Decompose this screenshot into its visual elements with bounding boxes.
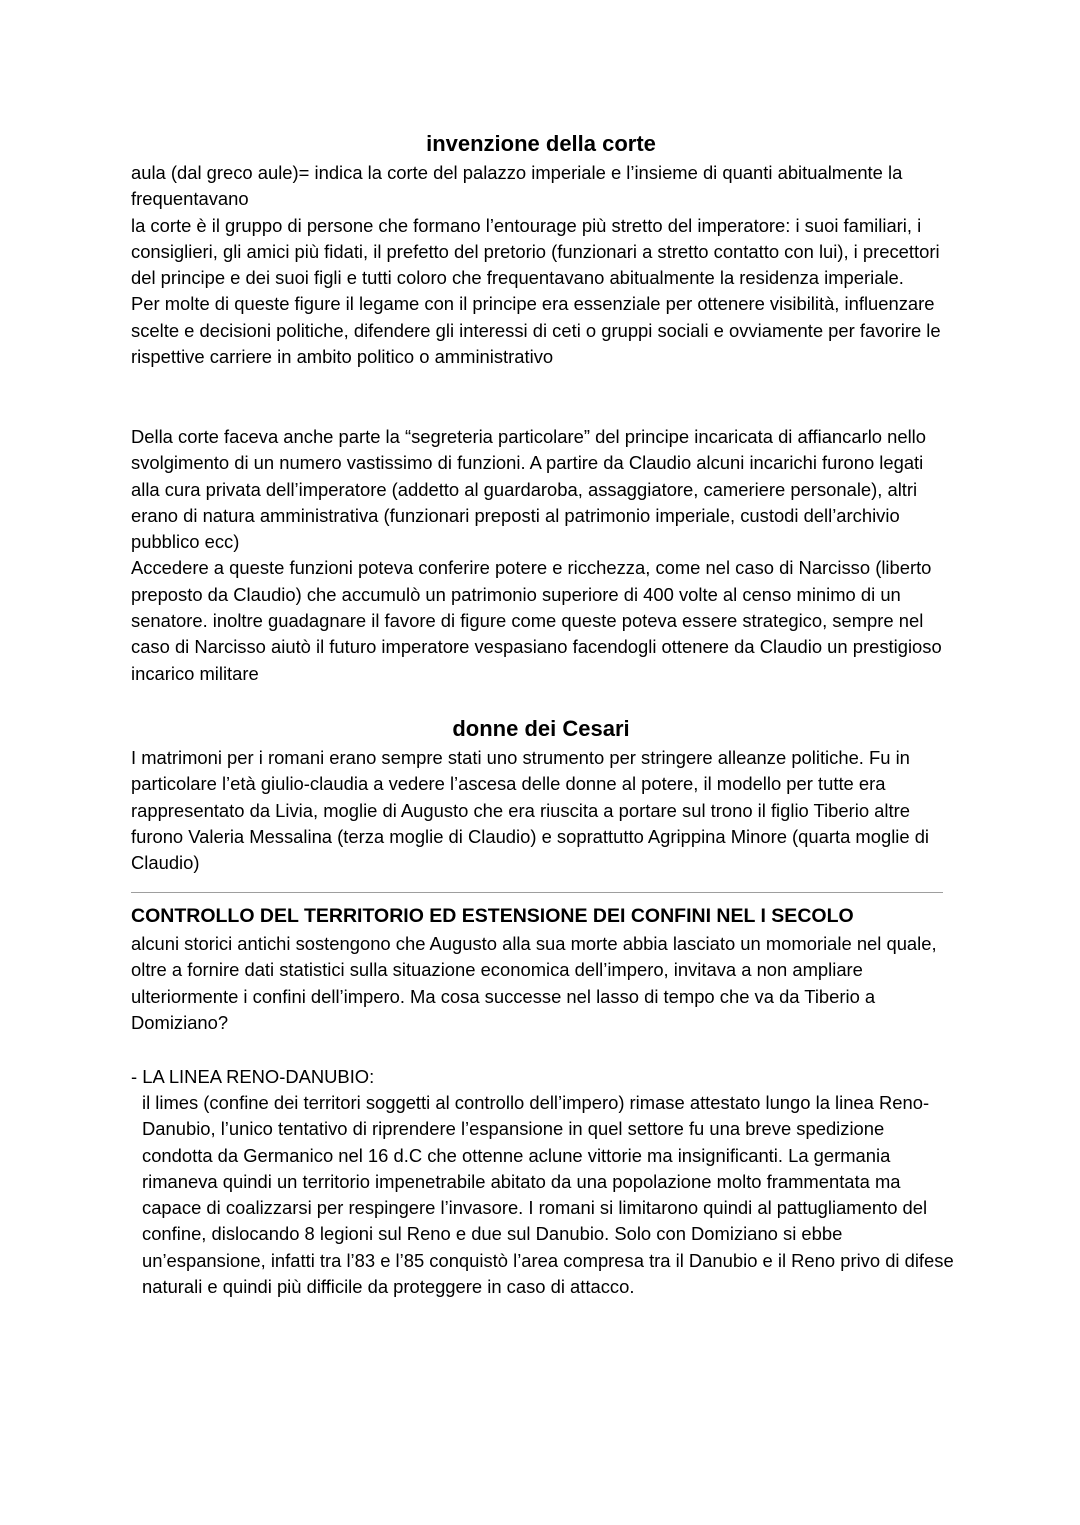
- section-heading-women: donne dei Cesari: [452, 716, 630, 741]
- section-territory-body: [131, 931, 951, 1036]
- section-heading-court: invenzione della corte: [426, 131, 656, 156]
- horizontal-divider: [131, 892, 943, 893]
- paragraph-narcisso: Accedere a queste funzioni poteva conferire potere e ricchezza, come nel caso di Narcisso (liberto preposto da Claudio) che accumulò un patrimonio superiore di 400 volte al censo minimo di un senatore. inoltre guadagnare il favore di figure come queste poteva essere strategico, sempre nel caso di Narcisso aiutò il futuro imperatore vespasiano facendogli ottenere da Claudio un prestigioso incarico militare: [131, 557, 942, 684]
- list-item-label-reno-danubio: - LA LINEA RENO-DANUBIO:: [131, 1066, 375, 1087]
- paragraph-marriages: I matrimoni per i romani erano sempre stati uno strumento per stringere alleanze politiche. Fu in particolare l’età giulio-claudia a vedere l’ascesa delle donne al potere, il modello per tutte era rappresentato da Livia, moglie di Augusto che era riuscita a portare sul trono il figlio Tiberio altre furono Valeria Messalina (terza moglie di Claudio) e soprattutto Agrippina Minore (quarta moglie di Claudio): [131, 747, 930, 874]
- paragraph-court-figures: Per molte di queste figure il legame con il principe era essenziale per ottenere visibilità, influenzare scelte e decisioni politiche, difendere gli interessi di ceti o gruppi sociali e ovviamente per favorire le rispettive carriere in ambito politico o amministrativo: [131, 293, 941, 368]
- paragraph-aula: aula (dal greco aule)= indica la corte del palazzo imperiale e l’insieme di quanti abitualmente la frequentavano: [131, 162, 903, 210]
- paragraph-secretariat: Della corte faceva anche parte la “segreteria particolare” del principe incaricata di affiancarlo nello svolgimento di un numero vastissimo di funzioni. A partire da Claudio alcuni incarichi furono legati alla cura privata dell’imperatore (addetto al guardaroba, assaggiatore, cameriere personale), altri erano di natura amministrativa (funzionari preposti al patrimonio imperiale, custodi dell’archivio pubblico ecc): [131, 426, 926, 553]
- section-heading-territory: CONTROLLO DEL TERRITORIO ED ESTENSIONE DEI CONFINI NEL I SECOLO: [131, 905, 854, 927]
- section-court-body-2: [131, 424, 951, 687]
- paragraph-augustus-memorial: alcuni storici antichi sostengono che Augusto alla sua morte abbia lasciato un momoriale nel quale, oltre a fornire dati statistici sulla situazione economica dell’impero, invitava a non ampliare ulteriormente i confini dell’impero. Ma cosa successe nel lasso di tempo che va da Tiberio a Domiziano?: [131, 933, 937, 1033]
- list-item-text-reno-danubio: il limes (confine dei territori soggetti al controllo dell’impero) rimase attestato lungo la linea Reno-Danubio, l’unico tentativo di riprendere l’espansione in quel settore fu una breve spedizione condotta da Germanico nel 16 d.C che ottenne aclune vittorie ma insignificanti. La germania rimaneva quindi un territorio impenetrabile abitato da una popolazione molto frammentata ma capace di coalizzarsi per respingere l’invasore. I romani si limitarono quindi al pattugliamento del confine, dislocando 8 legioni sul Reno e due sul Danubio. Solo con Domiziano si ebbe un’espansione, infatti tra l’83 e l’85 conquistò l’area compresa tra il Danubio e il Reno privo di difese naturali e quindi più difficile da proteggere in caso di attacco.: [142, 1092, 954, 1298]
- paragraph-court-definition: la corte è il gruppo di persone che formano l’entourage più stretto del imperatore: i suoi familiari, i consiglieri, gli amici più fidati, il prefetto del pretorio (funzionari a stretto contatto con lui), i precettori del principe e dei suoi figli e tutti coloro che frequentavano abitualmente la residenza imperiale.: [131, 214, 940, 289]
- section-women-body: [131, 745, 951, 876]
- section-court-body: [131, 160, 951, 370]
